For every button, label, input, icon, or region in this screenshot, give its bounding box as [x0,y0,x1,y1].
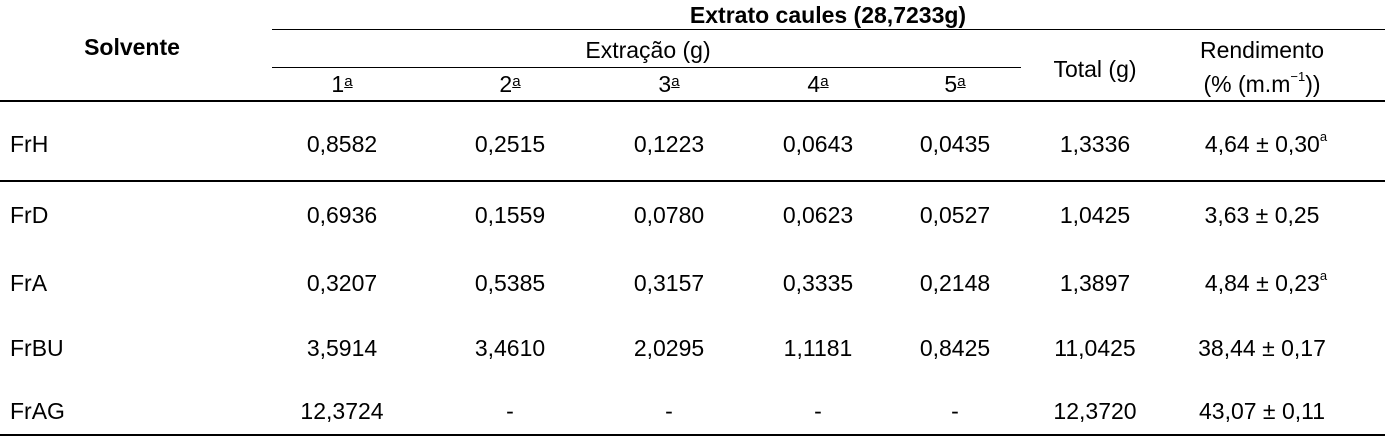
extraction-group-rule [272,67,1021,68]
title-rule [272,29,1385,30]
header-extraction-1 [331,73,352,96]
header-extraction-2 [499,73,520,96]
row-divider [0,180,1385,182]
cell-extraction-3: 0,1223 [633,131,705,157]
cell-extraction-1: 0,8582 [306,131,378,157]
cell-yield [1204,129,1328,157]
header-extraction-group: Extração (g) [585,37,711,63]
ordinal-mark: a [344,73,353,90]
cell-extraction-4: 0,0643 [782,131,854,157]
header-bottom-rule [0,100,1385,102]
cell-extraction-3: 0,3157 [633,270,705,296]
cell-solvent: FrA [10,270,48,296]
cell-extraction-5: 0,8425 [919,335,991,361]
yield-unit-exponent: −1 [1290,69,1306,84]
yield-unit-suffix: )) [1305,71,1321,97]
header-yield-line2 [1203,69,1321,97]
cell-extraction-4: - [814,398,822,424]
header-solvent: Solvente [84,34,180,60]
cell-total: 1,3897 [1059,270,1131,296]
header-extraction-3 [658,73,679,96]
significance-mark: a [1319,268,1328,283]
cell-solvent: FrD [10,202,49,228]
yield-value: 43,07 ± 0,11 [1198,398,1326,424]
cell-extraction-4: 0,0623 [782,202,854,228]
yield-unit-prefix: (% (m.m [1203,71,1291,97]
cell-total: 11,0425 [1054,335,1136,361]
ordinal-mark: a [512,73,521,90]
table-bottom-rule [0,434,1385,436]
cell-yield [1204,268,1328,296]
header-extraction-4 [807,73,828,96]
cell-extraction-2: 0,2515 [474,131,546,157]
cell-yield [1198,337,1326,360]
ordinal-mark: a [671,73,680,90]
cell-solvent: FrAG [10,398,65,424]
cell-extraction-1: 3,5914 [306,335,378,361]
extraction-1-number: 1 [331,71,345,97]
cell-extraction-2: 3,4610 [474,335,546,361]
extraction-4-number: 4 [807,71,821,97]
extraction-5-number: 5 [944,71,958,97]
extraction-3-number: 3 [658,71,672,97]
header-yield-line1: Rendimento [1199,37,1325,63]
table-title: Extrato caules (28,7233g) [689,2,967,28]
ordinal-mark: a [957,73,966,90]
yield-value: 4,64 ± 0,30 [1204,131,1320,157]
cell-extraction-3: - [665,398,673,424]
ordinal-mark: a [820,73,829,90]
cell-extraction-3: 0,0780 [633,202,705,228]
extraction-2-number: 2 [499,71,513,97]
cell-solvent: FrH [10,131,49,157]
header-total: Total (g) [1053,56,1137,82]
cell-total: 1,3336 [1059,131,1131,157]
cell-yield [1205,204,1320,227]
cell-extraction-2: 0,1559 [474,202,546,228]
header-extraction-5 [944,73,965,96]
yield-value: 38,44 ± 0,17 [1198,335,1326,361]
cell-yield [1199,400,1325,423]
cell-extraction-2: - [506,398,514,424]
cell-extraction-3: 2,0295 [633,335,705,361]
cell-extraction-1: 0,6936 [306,202,378,228]
cell-solvent: FrBU [10,335,64,361]
cell-extraction-4: 0,3335 [782,270,854,296]
cell-extraction-5: - [951,398,959,424]
significance-mark: a [1319,129,1328,144]
yield-value: 4,84 ± 0,23 [1204,270,1320,296]
cell-extraction-2: 0,5385 [474,270,546,296]
cell-extraction-5: 0,0435 [919,131,991,157]
cell-extraction-5: 0,0527 [919,202,991,228]
cell-extraction-1: 12,3724 [300,398,384,424]
cell-extraction-4: 1,1181 [783,335,853,361]
cell-extraction-5: 0,2148 [919,270,991,296]
yield-value: 3,63 ± 0,25 [1204,202,1320,228]
cell-total: 1,0425 [1059,202,1131,228]
cell-total: 12,3720 [1053,398,1137,424]
cell-extraction-1: 0,3207 [306,270,378,296]
